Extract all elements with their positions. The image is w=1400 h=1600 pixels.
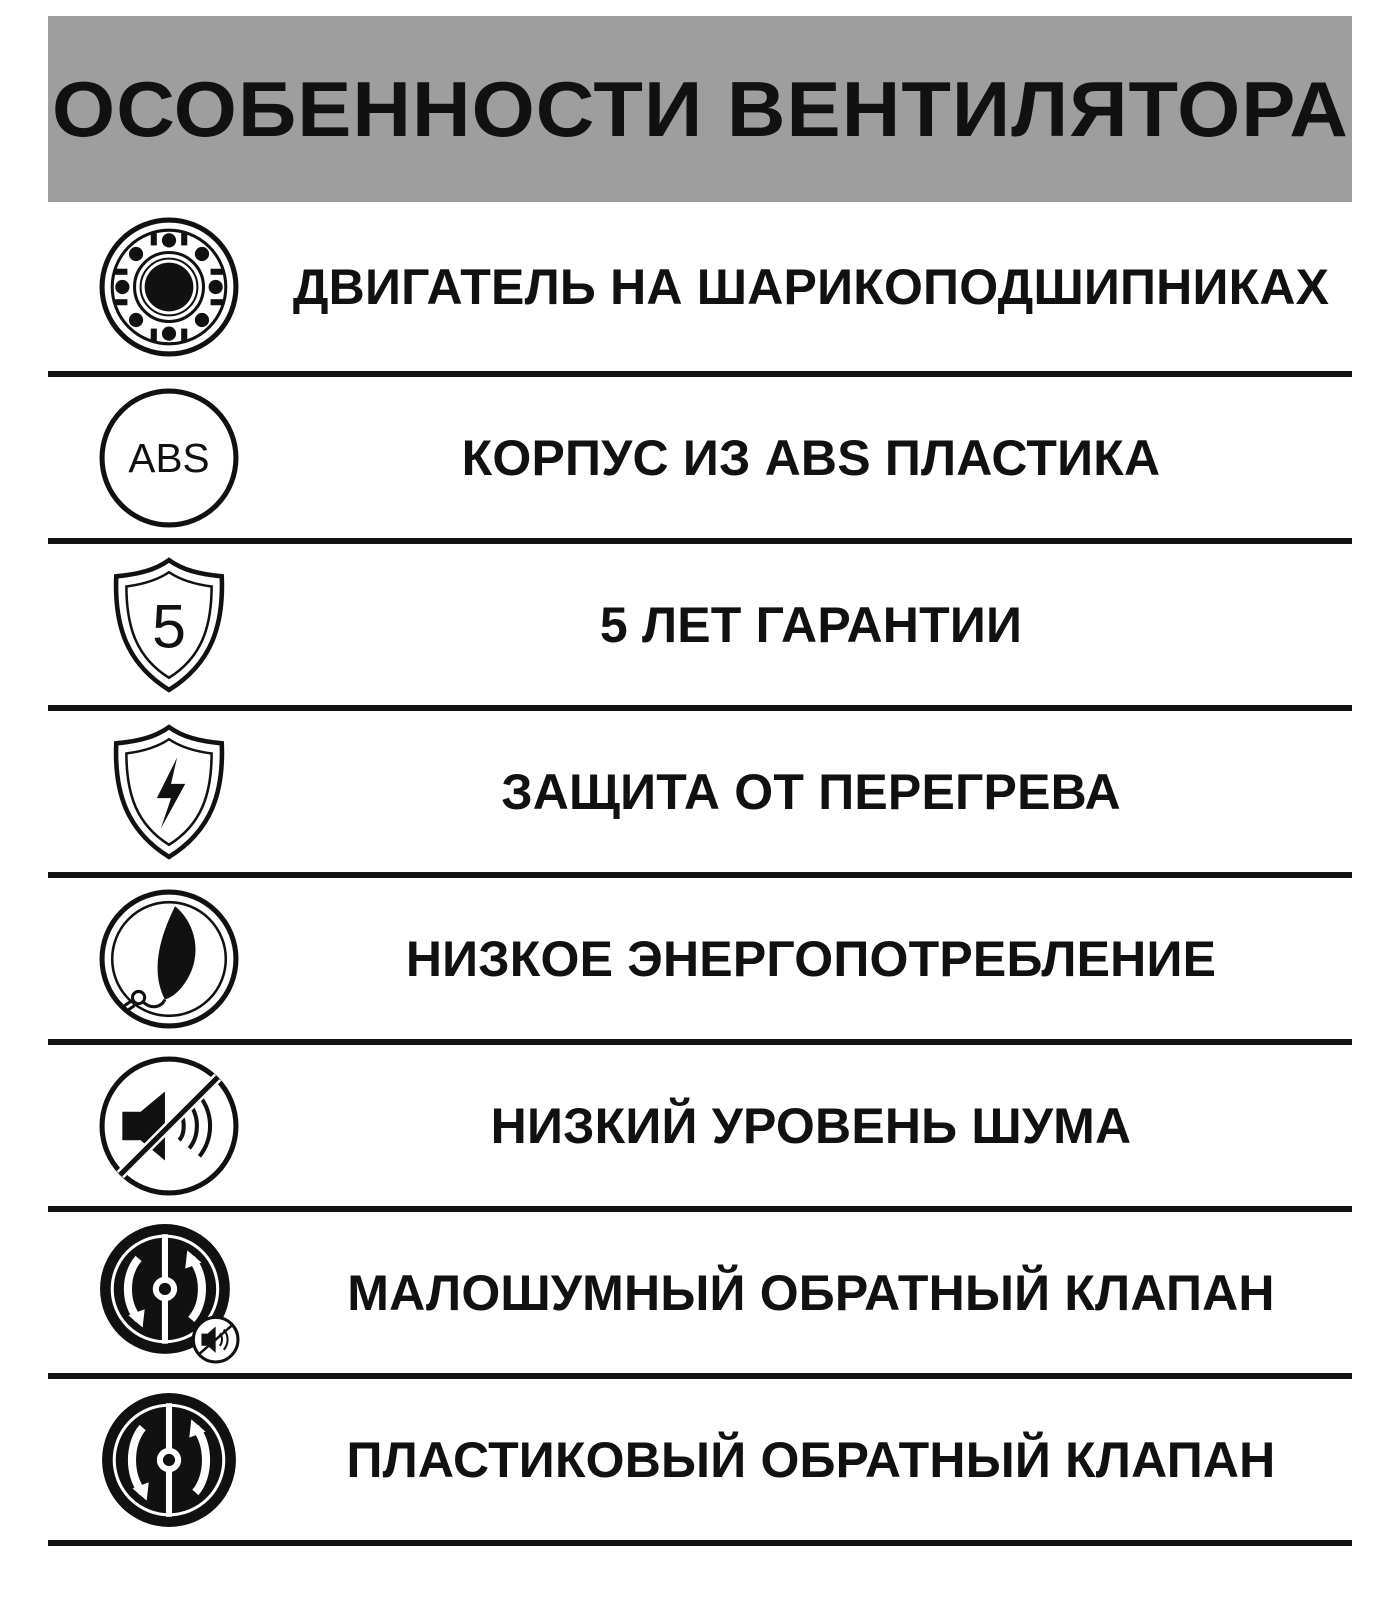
feature-label: КОРПУС ИЗ ABS ПЛАСТИКА — [461, 429, 1161, 486]
feature-label: ЗАЩИТА ОТ ПЕРЕГРЕВА — [501, 763, 1121, 820]
feature-row-silent-valve — [48, 1212, 1352, 1379]
feature-label: НИЗКОЕ ЭНЕРГОПОТРЕБЛЕНИЕ — [405, 930, 1217, 987]
feature-list — [48, 202, 1352, 1546]
muted-speaker-icon — [98, 1055, 240, 1197]
abs-badge-icon — [98, 387, 240, 529]
ball-bearing-icon — [98, 216, 240, 358]
feature-label: 5 ЛЕТ ГАРАНТИИ — [599, 596, 1023, 653]
eco-leaf-plug-icon — [98, 888, 240, 1030]
svg-text:ABS: ABS — [128, 434, 210, 481]
feature-row-warranty — [48, 544, 1352, 711]
feature-label: НИЗКИЙ УРОВЕНЬ ШУМА — [490, 1097, 1132, 1154]
feature-row-overheat — [48, 711, 1352, 878]
svg-text:5: 5 — [152, 591, 186, 660]
shield-5-icon — [98, 554, 240, 696]
feature-row-abs-body — [48, 377, 1352, 544]
shield-lightning-icon — [98, 721, 240, 863]
feature-label: МАЛОШУМНЫЙ ОБРАТНЫЙ КЛАПАН — [347, 1264, 1275, 1321]
check-valve-icon — [98, 1389, 240, 1531]
feature-row-ball-bearing — [48, 202, 1352, 377]
feature-row-plastic-valve — [48, 1379, 1352, 1546]
silent-check-valve-icon — [98, 1222, 240, 1364]
header-banner — [48, 16, 1352, 202]
page-title: ОСОБЕННОСТИ ВЕНТИЛЯТОРА — [51, 64, 1349, 153]
feature-row-low-noise — [48, 1045, 1352, 1212]
feature-row-low-energy — [48, 878, 1352, 1045]
feature-label: ПЛАСТИКОВЫЙ ОБРАТНЫЙ КЛАПАН — [346, 1431, 1276, 1488]
feature-label: ДВИГАТЕЛЬ НА ШАРИКОПОДШИПНИКАХ — [292, 258, 1330, 315]
